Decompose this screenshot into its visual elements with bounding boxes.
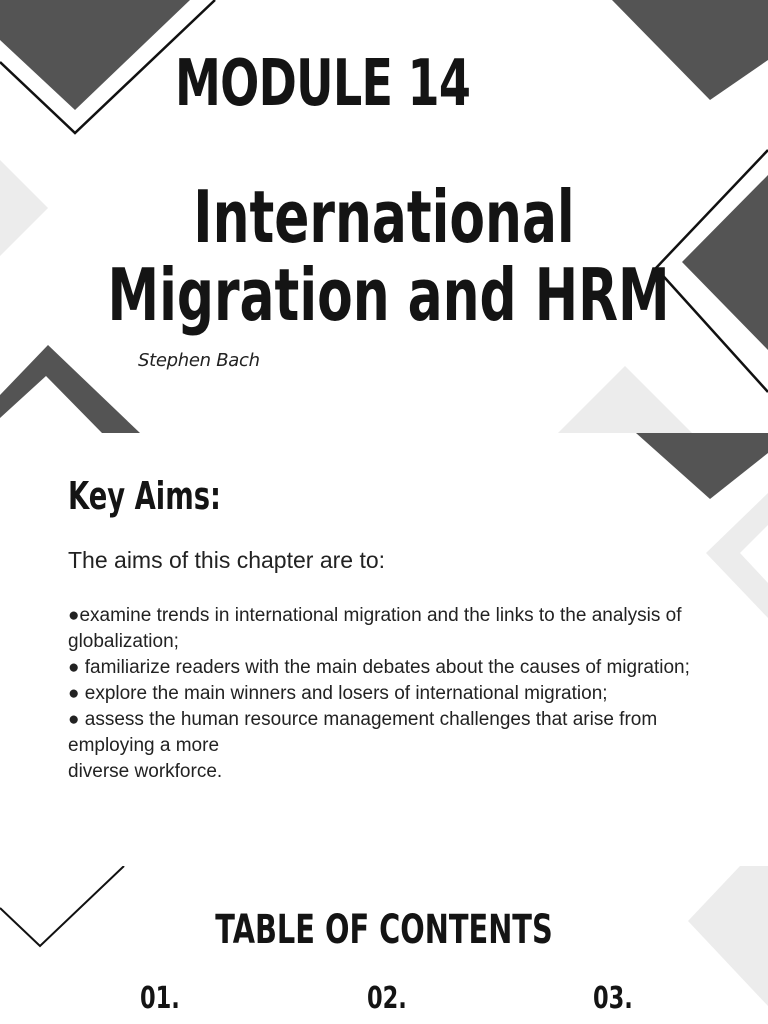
toc-left-outline-chevron	[0, 866, 124, 946]
aims-heading: Key Aims:	[68, 474, 221, 518]
toc-heading: TABLE OF CONTENTS	[215, 907, 553, 953]
bottom-right-light-triangle	[558, 366, 692, 433]
author-name: Stephen Bach	[138, 350, 260, 371]
title-line-2: Migration and HRM	[107, 253, 670, 337]
toc-item-number-02[interactable]: 02.	[367, 981, 407, 1016]
aims-item: ● familiarize readers with the main debates about the causes of migration;	[68, 657, 690, 678]
toc-slide	[0, 866, 768, 1024]
top-right-dark-shape	[612, 0, 768, 100]
top-left-dark-triangle	[0, 0, 190, 110]
toc-right-light-shape	[688, 866, 768, 1006]
page-title	[107, 175, 670, 337]
aims-top-right-dark-shape	[636, 433, 768, 499]
left-light-diamond	[0, 160, 48, 256]
module-label: MODULE 14	[175, 47, 471, 121]
key-aims-slide	[0, 433, 768, 866]
aims-item: ● explore the main winners and losers of international migration;	[68, 683, 608, 704]
toc-item-number-03[interactable]: 03.	[593, 981, 633, 1016]
right-dark-diamond	[682, 175, 768, 350]
aims-item: diverse workforce.	[68, 761, 223, 782]
title-line-1: International	[193, 175, 575, 259]
aims-intro: The aims of this chapter are to:	[68, 547, 386, 573]
aims-list	[68, 603, 708, 785]
cover-slide	[0, 0, 768, 433]
toc-item-number-01[interactable]: 01.	[140, 981, 180, 1016]
aims-item: ● assess the human resource management challenges that arise from employing a more	[68, 709, 658, 756]
aims-item: ●examine trends in international migration and the links to the analysis of globalization;	[68, 605, 682, 652]
